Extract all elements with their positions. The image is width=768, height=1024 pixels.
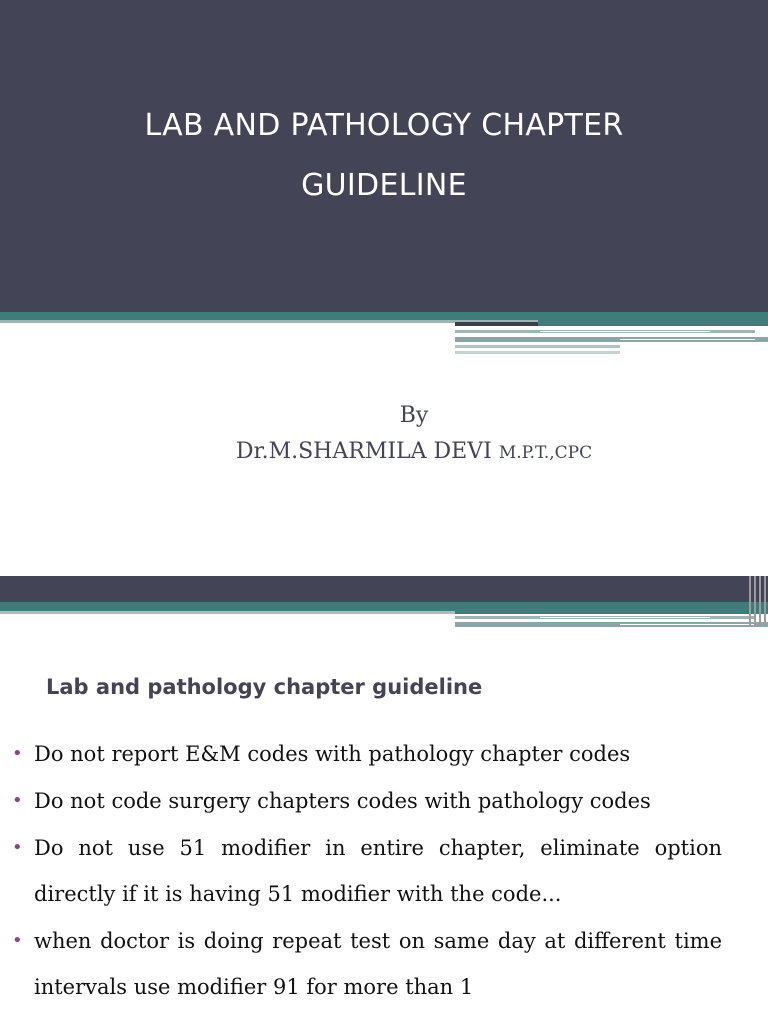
- slide-heading: Lab and pathology chapter guideline: [46, 675, 483, 699]
- list-item-text: Do not report E&M codes with pathology chapter codes: [34, 742, 631, 766]
- accent-highlight: [620, 624, 755, 625]
- by-label: By: [399, 403, 429, 428]
- list-item-text: when doctor is doing repeat test on same day at different time intervals use modifier 91 for more than 1: [34, 929, 722, 999]
- list-item: [12, 731, 722, 777]
- corner-mark: [749, 576, 751, 626]
- bullet-icon: •: [12, 790, 23, 811]
- corner-mark: [764, 576, 766, 626]
- accent-highlight: [620, 339, 755, 340]
- slide-title-line1: LAB AND PATHOLOGY CHAPTER: [144, 108, 624, 143]
- accent-highlight: [540, 331, 710, 332]
- corner-mark: [754, 576, 756, 626]
- author-line: [0, 434, 768, 471]
- teal-stripe-right: [538, 312, 768, 326]
- bullet-icon: •: [12, 743, 23, 764]
- accent-line: [455, 351, 620, 354]
- accent-bar: [455, 322, 538, 326]
- list-item-text: Do not code surgery chapters codes with pathology codes: [34, 789, 651, 813]
- corner-mark: [759, 576, 761, 626]
- accent-highlight: [540, 617, 710, 618]
- content-slide: [0, 576, 768, 1024]
- bullet-icon: •: [12, 930, 23, 951]
- header-band: [0, 576, 768, 602]
- byline: [0, 398, 768, 471]
- list-item: [12, 778, 722, 824]
- slide-title-line2: GUIDELINE: [301, 168, 467, 203]
- author-name: Dr.M.SHARMILA DEVI: [235, 439, 492, 464]
- accent-line: [455, 345, 620, 348]
- list-item-text: Do not use 51 modifier in entire chapter, eliminate option directly if it is having 51 modifier with the code...: [34, 836, 722, 906]
- slide-title: [0, 96, 768, 216]
- author-credentials: M.P.T.,CPC: [498, 443, 593, 463]
- list-item: [12, 918, 722, 1010]
- bullet-list: [12, 731, 722, 1011]
- teal-stripe-right: [455, 602, 768, 614]
- list-item: [12, 825, 722, 917]
- bullet-icon: •: [12, 837, 23, 858]
